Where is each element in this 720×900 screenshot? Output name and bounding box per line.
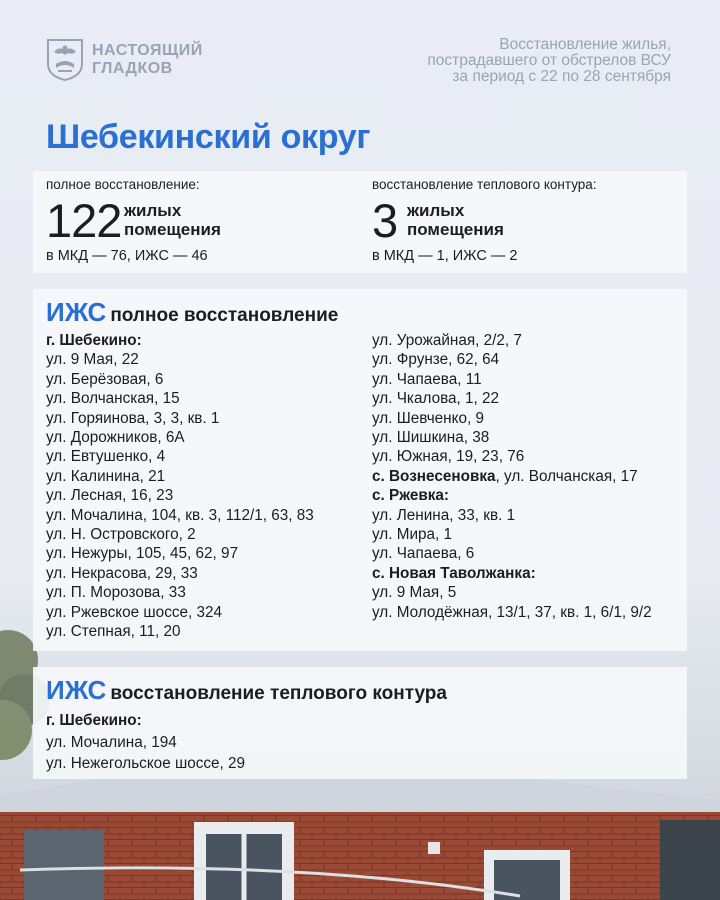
address-text: ул. Южная, 19, 23, 76 [372, 448, 525, 466]
locality-heading [372, 564, 652, 583]
address-text: ул. 9 Мая, 22 [46, 351, 139, 369]
address-item [46, 370, 314, 389]
header-subtitle [427, 37, 671, 85]
address-item [46, 428, 314, 447]
address-text: ул. Чапаева, 11 [372, 370, 482, 388]
address-item [46, 350, 314, 369]
address-text: ул. Нежегольское шоссе, 29 [46, 755, 246, 772]
izhs-thermal-abbr: ИЖС [46, 675, 107, 705]
address-text: ул. Ржевское шоссе, 324 [46, 603, 223, 621]
address-text: ул. Нежуры, 105, 45, 62, 97 [46, 545, 239, 563]
address-text: ул. Шевченко, 9 [372, 409, 485, 427]
address-text: ул. Шишкина, 38 [372, 429, 490, 447]
address-text: ул. Фрунзе, 62, 64 [372, 351, 500, 369]
izhs-full-card [33, 289, 687, 651]
address-text: ул. Ленина, 33, кв. 1 [372, 506, 516, 524]
locality-name: с. Новая Таволжанка: [372, 564, 536, 582]
address-text: ул. Степная, 11, 20 [46, 623, 181, 641]
address-text: ул. Некрасова, 29, 33 [46, 564, 198, 582]
page-title: Шебекинский округ [46, 118, 371, 156]
header [0, 0, 720, 110]
locality-heading [46, 710, 245, 732]
address-item [46, 525, 314, 544]
address-text: ул. Волчанская, 15 [46, 390, 180, 408]
izhs-thermal-list [46, 710, 245, 775]
summary-full-unit-line-1: жилых [124, 201, 182, 220]
locality-name: г. Шебекино: [46, 712, 142, 729]
summary-full-number: 122 [46, 194, 122, 247]
address-item [46, 732, 245, 754]
locality-heading [372, 486, 652, 505]
address-item [46, 753, 245, 775]
summary-full-units [124, 201, 221, 239]
address-item [372, 603, 652, 622]
address-item [46, 409, 314, 428]
address-text: ул. Евтушенко, 4 [46, 448, 166, 466]
address-item [372, 544, 652, 563]
address-text: ул. Горяинова, 3, 3, кв. 1 [46, 409, 220, 427]
izhs-full-title-text: полное восстановление [110, 305, 339, 326]
address-text: ул. Мира, 1 [372, 526, 453, 544]
address-item [46, 622, 314, 641]
address-item [46, 389, 314, 408]
izhs-full-list-right [372, 331, 652, 622]
address-text: ул. Молодёжная, 13/1, 37, кв. 1, 6/1, 9/2 [372, 603, 652, 621]
logo [46, 38, 203, 82]
izhs-thermal-card [33, 667, 687, 779]
address-text: ул. Берёзовая, 6 [46, 370, 164, 388]
address-item [372, 409, 652, 428]
address-text: ул. 9 Мая, 5 [372, 584, 457, 602]
address-item [46, 564, 314, 583]
summary-thermal-units [407, 201, 504, 239]
belgorod-emblem-icon [46, 38, 84, 82]
summary-thermal-unit-line-2: помещения [407, 220, 504, 239]
summary-full-unit-line-2: помещения [124, 220, 221, 239]
subtitle-line-2: пострадавшего от обстрелов ВСУ [427, 52, 671, 69]
logo-line-1: НАСТОЯЩИЙ [92, 42, 203, 59]
address-text: ул. П. Морозова, 33 [46, 584, 186, 602]
address-text: , ул. Волчанская, 17 [495, 467, 638, 485]
subtitle-line-1: Восстановление жилья, [499, 36, 671, 53]
summary-full-detail: в МКД — 76, ИЖС — 46 [46, 248, 208, 264]
locality-name: с. Ржевка: [372, 487, 450, 505]
izhs-full-title [46, 297, 338, 328]
address-item [46, 506, 314, 525]
address-text: ул. Урожайная, 2/2, 7 [372, 332, 522, 349]
summary-card [33, 171, 687, 273]
address-text: ул. Мочалина, 194 [46, 733, 177, 751]
address-text: ул. Мочалина, 104, кв. 3, 112/1, 63, 83 [46, 506, 314, 524]
summary-full-label: полное восстановление: [46, 177, 200, 192]
summary-thermal-detail: в МКД — 1, ИЖС — 2 [372, 248, 518, 264]
summary-thermal-label: восстановление теплового контура: [372, 177, 597, 192]
address-item [46, 544, 314, 563]
address-text: ул. Чапаева, 6 [372, 545, 475, 563]
address-item [372, 428, 652, 447]
address-item [372, 370, 652, 389]
izhs-full-abbr: ИЖС [46, 297, 107, 327]
address-item [46, 583, 314, 602]
subtitle-line-3: за период с 22 по 28 сентября [452, 68, 671, 85]
address-text: ул. Чкалова, 1, 22 [372, 390, 500, 408]
address-text: ул. Лесная, 16, 23 [46, 487, 174, 505]
address-item [372, 525, 652, 544]
locality-name: с. Вознесеновка [372, 467, 496, 485]
address-text: ул. Калинина, 21 [46, 467, 166, 485]
address-item [46, 486, 314, 505]
address-item [372, 389, 652, 408]
address-item [372, 447, 652, 466]
address-item [372, 506, 652, 525]
address-item [46, 447, 314, 466]
address-item [372, 583, 652, 602]
izhs-full-list-left [46, 331, 314, 642]
address-text: ул. Дорожников, 6А [46, 429, 185, 447]
address-item [46, 603, 314, 622]
izhs-thermal-title-text: восстановление теплового контура [110, 683, 447, 704]
address-text: ул. Н. Островского, 2 [46, 526, 196, 544]
locality-heading [372, 467, 652, 486]
summary-thermal-number: 3 [372, 194, 398, 247]
locality-heading [46, 331, 314, 350]
logo-line-2: ГЛАДКОВ [92, 60, 173, 77]
locality-name: г. Шебекино: [46, 332, 142, 349]
izhs-thermal-title [46, 675, 447, 706]
summary-thermal-unit-line-1: жилых [407, 201, 465, 220]
address-item [46, 467, 314, 486]
logo-text [92, 42, 203, 78]
address-item [372, 350, 652, 369]
address-item [372, 331, 652, 350]
